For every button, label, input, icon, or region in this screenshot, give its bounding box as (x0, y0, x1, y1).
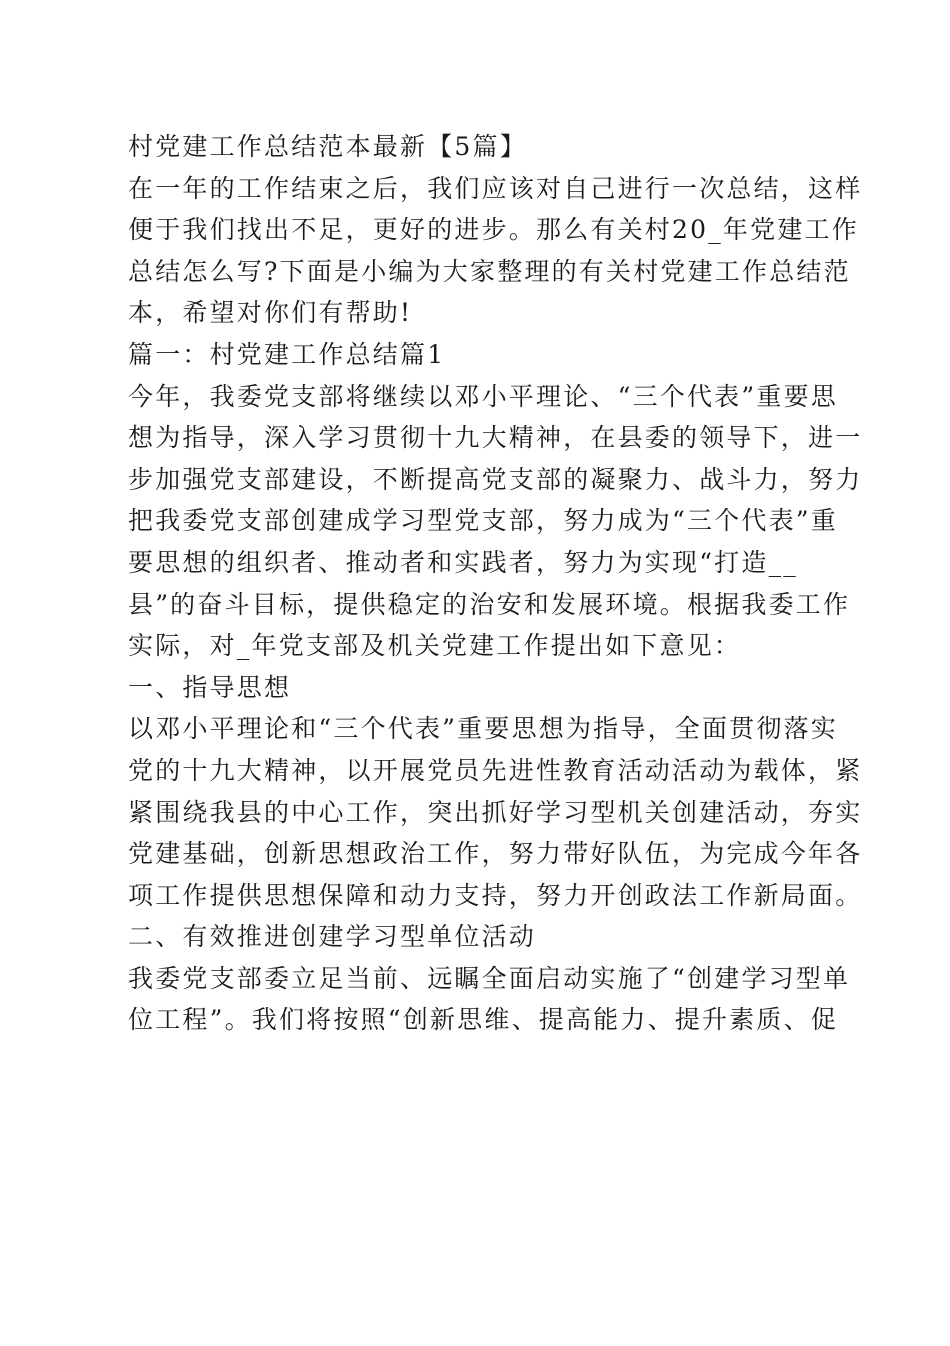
intro-line: 总结怎么写?下面是小编为大家整理的有关村党建工作总结范 (128, 256, 851, 286)
paragraph-line: 实际，对_年党支部及机关党建工作提出如下意见： (128, 631, 742, 661)
paragraph-line: 紧围绕我县的中心工作，突出抓好学习型机关创建活动，夯实 (128, 797, 863, 827)
paragraph-line: 今年，我委党支部将继续以邓小平理论、“三个代表”重要思 (128, 381, 838, 411)
intro-line: 在一年的工作结束之后，我们应该对自己进行一次总结，这样 (128, 173, 863, 203)
document-title: 村党建工作总结范本最新【5篇】 (128, 132, 527, 161)
paragraph-line: 想为指导，深入学习贯彻十九大精神，在县委的领导下，进一 (128, 423, 863, 453)
paragraph-line: 我委党支部委立足当前、远瞩全面启动实施了“创建学习型单 (128, 963, 851, 993)
paragraph-line: 以邓小平理论和“三个代表”重要思想为指导，全面贯彻落实 (128, 714, 838, 744)
paragraph-line: 县”的奋斗目标，提供稳定的治安和发展环境。根据我委工作 (128, 589, 851, 619)
paragraph-line: 项工作提供思想保障和动力支持，努力开创政法工作新局面。 (128, 880, 863, 910)
subheading-guiding-ideology: 一、指导思想 (128, 672, 292, 702)
subheading-learning-unit: 二、有效推进创建学习型单位活动 (128, 922, 537, 952)
paragraph-line: 党建基础，创新思想政治工作，努力带好队伍，为完成今年各 (128, 839, 863, 869)
document-body (128, 126, 863, 1041)
section-heading: 篇一：村党建工作总结篇1 (128, 339, 446, 369)
paragraph-line: 要思想的组织者、推动者和实践者，努力为实现“打造__ (128, 547, 798, 577)
intro-line: 本，希望对你们有帮助! (128, 298, 413, 328)
paragraph-line: 把我委党支部创建成学习型党支部，努力成为“三个代表”重 (128, 506, 838, 536)
paragraph-line: 党的十九大精神，以开展党员先进性教育活动活动为载体，紧 (128, 755, 863, 785)
paragraph-line: 位工程”。我们将按照“创新思维、提高能力、提升素质、促 (128, 1005, 838, 1035)
intro-line: 便于我们找出不足，更好的进步。那么有关村20_年党建工作 (128, 215, 859, 245)
paragraph-line: 步加强党支部建设，不断提高党支部的凝聚力、战斗力，努力 (128, 464, 863, 494)
